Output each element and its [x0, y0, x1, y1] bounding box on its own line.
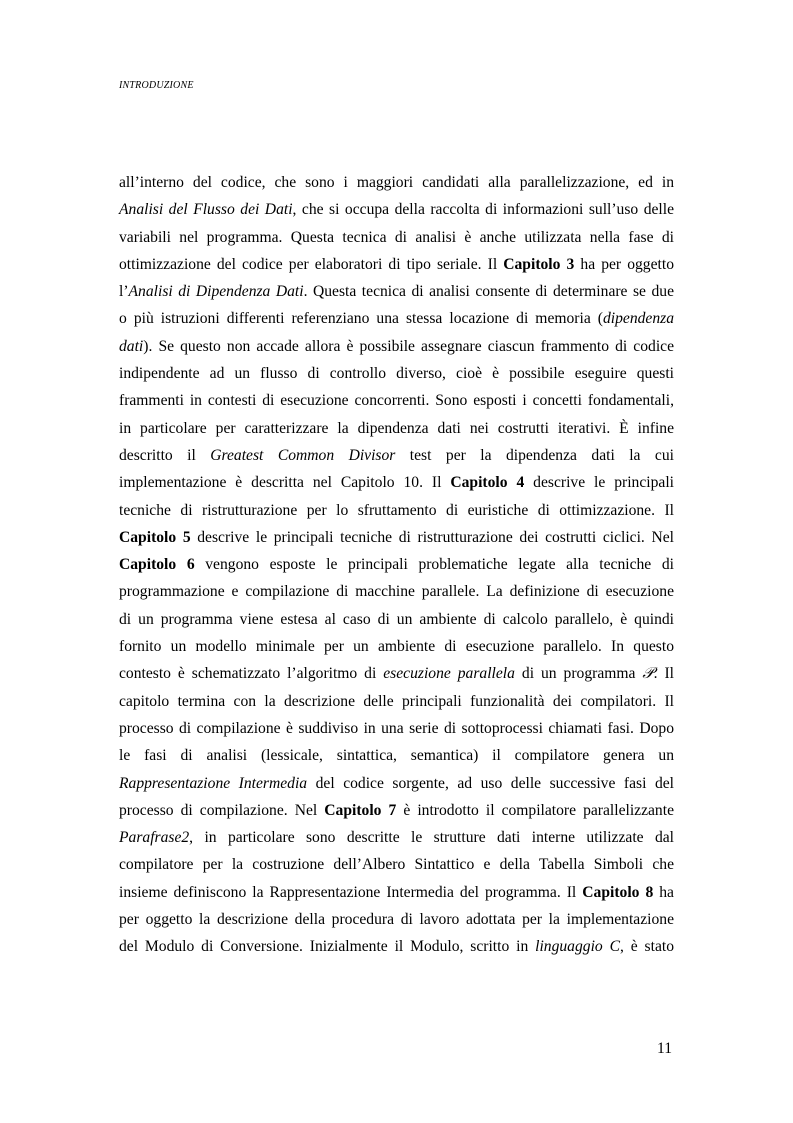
text-run: descrive le principali tecniche di ristrutturazione dei costrutti ciclici. Nel — [190, 528, 674, 546]
body-paragraph — [119, 169, 674, 961]
bold-text: Capitolo 3 — [503, 255, 575, 273]
italic-text: dipendenza — [602, 310, 674, 328]
italic-text: 𝒫 — [642, 665, 654, 683]
text-line — [119, 333, 674, 360]
text-run: o più istruzioni differenti referenziano una stessa locazione di memoria ( — [119, 310, 603, 328]
text-line — [119, 524, 674, 551]
text-line — [119, 305, 674, 332]
text-line — [119, 742, 674, 769]
text-line — [119, 224, 674, 251]
italic-text: linguaggio C — [535, 938, 620, 956]
italic-text: dati — [119, 337, 144, 355]
bold-text: Capitolo 7 — [324, 801, 397, 819]
text-line — [119, 770, 674, 797]
text-run: le fasi di analisi (lessicale, sintattica, semantica) il compilatore genera un — [119, 747, 674, 765]
text-line — [119, 879, 674, 906]
text-run: . Il — [653, 665, 675, 683]
text-run: insieme definiscono la Rappresentazione Intermedia del programma. Il — [119, 883, 583, 901]
text-run: vengono esposte le principali problematiche legate alla tecniche di — [194, 556, 674, 574]
text-line — [119, 251, 674, 278]
text-run: descritto il — [119, 446, 211, 464]
text-run: del codice sorgente, ad uso delle successive fasi del — [307, 774, 675, 792]
text-line — [119, 469, 674, 496]
text-line — [119, 169, 674, 196]
text-run: tecniche di ristrutturazione per lo sfruttamento di euristiche di ottimizzazione. Il — [119, 501, 674, 519]
italic-text: esecuzione parallela — [383, 665, 515, 683]
text-run: descrive le principali — [524, 474, 674, 492]
text-line — [119, 578, 674, 605]
italic-text: Greatest Common Divisor — [210, 446, 396, 464]
text-line — [119, 633, 674, 660]
text-line — [119, 387, 674, 414]
text-run: del Modulo di Conversione. Inizialmente il Modulo, scritto in — [119, 938, 536, 956]
text-run: di un programma viene estesa al caso di un ambiente di calcolo parallelo, è quindi — [119, 610, 674, 628]
text-run: variabili nel programma. Questa tecnica di analisi è anche utilizzata nella fase di — [119, 228, 674, 246]
text-run: test per la dipendenza dati la cui — [395, 446, 674, 464]
text-line — [119, 660, 674, 687]
text-line — [119, 715, 674, 742]
text-line — [119, 442, 674, 469]
text-line — [119, 688, 674, 715]
text-line — [119, 933, 674, 960]
bold-text: Capitolo 6 — [119, 556, 195, 574]
italic-text: Rappresentazione Intermedia — [119, 774, 308, 792]
text-run: capitolo termina con la descrizione delle principali funzionalità dei compilatori. Il — [119, 692, 674, 710]
text-run: implementazione è descritta nel Capitolo 10. Il — [119, 474, 451, 492]
text-run: , che si occupa della raccolta di informazioni sull’uso delle — [292, 201, 674, 219]
text-run: fornito un modello minimale per un ambiente di esecuzione parallelo. In questo — [119, 638, 674, 656]
text-run: l’ — [119, 283, 129, 301]
text-run: ha per oggetto — [574, 255, 674, 273]
text-run: per oggetto la descrizione della procedura di lavoro adottata per la implementazione — [119, 911, 674, 929]
text-run: all’interno del codice, che sono i maggiori candidati alla parallelizzazione, ed in — [119, 174, 674, 191]
text-line — [119, 906, 674, 933]
text-line — [119, 196, 674, 223]
bold-text: Capitolo 8 — [582, 883, 654, 901]
text-run: . Questa tecnica di analisi consente di determinare se due — [303, 283, 674, 301]
text-line — [119, 360, 674, 387]
text-run: frammenti in contesti di esecuzione concorrenti. Sono esposti i concetti fondamentali, — [119, 392, 674, 410]
text-run: è introdotto il compilatore parallelizzante — [396, 801, 674, 819]
italic-text: Analisi di Dipendenza Dati — [128, 283, 304, 301]
text-run: , è stato — [619, 938, 675, 956]
text-run: indipendente ad un flusso di controllo diverso, cioè è possibile eseguire questi — [119, 365, 674, 383]
text-line — [119, 278, 674, 305]
text-run: ha — [653, 883, 674, 901]
text-run: , in particolare sono descritte le strutture dati interne utilizzate dal — [189, 829, 674, 847]
text-run: processo di compilazione. Nel — [119, 801, 325, 819]
text-line — [119, 606, 674, 633]
text-run: ottimizzazione del codice per elaboratori di tipo seriale. Il — [119, 255, 504, 273]
text-run: di un programma — [514, 665, 643, 683]
text-line — [119, 415, 674, 442]
running-header: INTRODUZIONE — [119, 80, 194, 91]
italic-text: Analisi del Flusso dei Dati — [119, 201, 293, 219]
text-line — [119, 497, 674, 524]
text-run: programmazione e compilazione di macchine parallele. La definizione di esecuzione — [119, 583, 674, 601]
page-number: 11 — [657, 1040, 673, 1057]
text-run: compilatore per la costruzione dell’Albero Sintattico e della Tabella Simboli che — [119, 856, 674, 874]
text-run: in particolare per caratterizzare la dipendenza dati nei costrutti iterativi. È infine — [119, 419, 674, 437]
text-line — [119, 797, 674, 824]
text-line — [119, 824, 674, 851]
text-line — [119, 551, 674, 578]
text-run: contesto è schematizzato l’algoritmo di — [119, 665, 384, 683]
bold-text: Capitolo 4 — [450, 474, 525, 492]
italic-text: Parafrase2 — [119, 829, 190, 847]
bold-text: Capitolo 5 — [119, 528, 191, 546]
text-run: processo di compilazione è suddiviso in una serie di sottoprocessi chiamati fasi. Dopo — [119, 719, 674, 737]
text-line — [119, 851, 674, 878]
text-run: ). Se questo non accade allora è possibile assegnare ciascun frammento di codice — [143, 337, 674, 355]
